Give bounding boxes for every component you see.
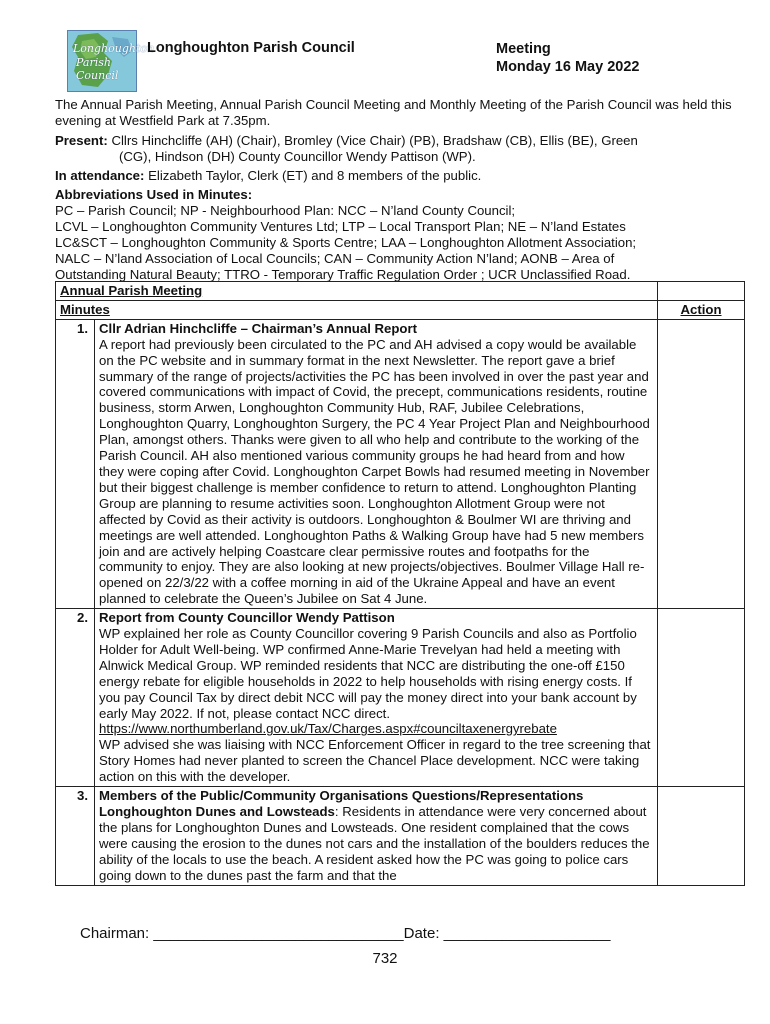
minutes-table — [55, 281, 745, 886]
attendance-label: In attendance — [55, 168, 141, 183]
present-line: Present: Cllrs Hinchcliffe (AH) (Chair), Bromley (Vice Chair) (PB), Bradshaw (CB), Ellis (BE), Green — [55, 133, 638, 148]
action-header-cell — [658, 300, 745, 319]
item-body — [99, 804, 653, 884]
action-label: Action — [680, 301, 722, 317]
item-number: 1. — [56, 319, 95, 608]
abbreviations-label: Abbreviations Used in Minutes — [55, 187, 248, 202]
abbreviations-heading: Abbreviations Used in Minutes: — [55, 187, 253, 202]
present-line-2: (CG), Hindson (DH) County Councillor Wendy Pattison (WP). — [119, 149, 476, 164]
meeting-label: Meeting — [496, 41, 551, 57]
section-title-row — [56, 282, 745, 301]
item-body-text: : Residents in attendance were very concerned about the plans for Longhoughton Dunes and Lowsteads. One resident complained that the cows were causing the erosion to the dunes not cars and the installation of the boulders reduces the ability of the locals to use the beach. A resident asked how the PC was going to police cars going down to the dunes past the farm and that the — [99, 804, 650, 883]
item-body: WP explained her role as County Councillor covering 9 Parish Councils and also as Portfolio Holder for Adult Well-being. WP confirmed Anne-Marie Trevelyan had held a meeting with Alnwick Medical Group. WP reminded residents that NCC are distributing the one-off £150 energy rebate for eligible households in 2022 to help households with rising energy costs. If you pay Council Tax by direct debit NCC will pay the money direct into your bank account by early May 2022. If not, please contact NCC direct. — [99, 626, 637, 721]
meeting-date: Monday 16 May 2022 — [496, 59, 640, 75]
section-title: Annual Parish Meeting — [60, 283, 203, 298]
intro-section — [55, 97, 745, 283]
item-title: Cllr Adrian Hinchcliffe – Chairman’s Annual Report — [99, 320, 418, 336]
item-content — [95, 319, 658, 608]
item-body-continued: WP advised she was liaising with NCC Enforcement Officer in regard to the tree screening that Story Homes had never planted to screen the Chancel Place development. NCC were taking action on this with the developer. — [99, 737, 651, 785]
table-row — [56, 609, 745, 787]
minutes-header-cell — [56, 300, 658, 319]
item-title: Members of the Public/Community Organisations Questions/Representations — [99, 788, 584, 804]
logo-text-line1: Longhoughton — [73, 42, 155, 55]
item-action — [658, 319, 745, 608]
item-content — [95, 609, 658, 787]
minutes-label: Minutes — [60, 301, 110, 317]
item-content — [95, 787, 658, 885]
logo-text-line3: Council — [76, 69, 119, 82]
abbreviation-line: Outstanding Natural Beauty; TTRO - Temporary Traffic Regulation Order ; UCR Unclassified Road. — [55, 267, 631, 282]
action-empty-cell — [658, 282, 745, 301]
abbreviation-line: NALC – N’land Association of Local Councils; CAN – Community Action N’land; AONB – Area of — [55, 251, 615, 266]
attendance-line: In attendance: Elizabeth Taylor, Clerk (ET) and 8 members of the public. — [55, 168, 482, 183]
opening-paragraph: The Annual Parish Meeting, Annual Parish Council Meeting and Monthly Meeting of the Parish Council was held this evening at Westfield Park at 7.35pm. — [55, 97, 732, 128]
energy-rebate-link[interactable]: https://www.northumberland.gov.uk/Tax/Charges.aspx#counciltaxenergyrebate — [99, 721, 557, 737]
parish-council-logo — [67, 30, 155, 92]
item-body: A report had previously been circulated to the PC and AH advised a copy would be available on the PC website and in summary format in the next Newsletter. The report gave a brief summary of the range of projects/activities the PC has been involved in over the past year and covered communications with impact of Covid, the precept, communications residents, routine business, storm Arwen, Longhoughton Community Hub, RAF, Jubilee Celebrations, Longhoughton Quarry, Longhoughton Surgery, the PC 4 Year Project Plan and Neighbourhood Plan, amongst others. Thanks were given to all who help and contribute to the working of the Parish Council. AH also mentioned various community groups he had heard from and how they were coping after Covid. Longhoughton Carpet Bowls had resumed meeting in November but their biggest challenge is member confidence to return to attend. Longhoughton Planting Group are planning to resume activities soon. Longhoughton Allotment Group were not affected by Covid as their activity is outdoors. Longhoughton & Boulmer WI are thriving and meetings are well attended. Longhoughton Paths & Walking Group have had 5 new members join and are actively helping Coastcare clear permissive routes and footpaths for the community to enjoy. They are also looking at new projects/objectives. Boulmer Village Hall re-opened on 22/3/22 with a coffee morning in aid of the Ukraine Appeal and have an event planned to celebrate the Queen’s Jubilee on Sat 4 June. — [99, 336, 650, 607]
logo-text-line2: Parish — [76, 56, 111, 69]
abbreviation-line: LC&SCT – Longhoughton Community & Sports Centre; LAA – Longhoughton Allotment Association; — [55, 235, 637, 250]
item-number: 2. — [56, 609, 95, 787]
abbreviation-line: PC – Parish Council; NP - Neighbourhood Plan: NCC – N’land County Council; — [55, 203, 516, 218]
item-action — [658, 787, 745, 885]
abbreviation-line: LCVL – Longhoughton Community Ventures Ltd; LTP – Local Transport Plan; NE – N’land Estates — [55, 219, 626, 234]
page-number: 732 — [372, 950, 398, 967]
attendance-text: Elizabeth Taylor, Clerk (ET) and 8 members of the public. — [148, 168, 482, 183]
table-row — [56, 787, 745, 885]
present-label: Present — [55, 133, 104, 148]
item-number: 3. — [56, 787, 95, 885]
meeting-header — [496, 40, 639, 76]
present-text: Cllrs Hinchcliffe (AH) (Chair), Bromley (Vice Chair) (PB), Bradshaw (CB), Ellis (BE), Green — [111, 133, 638, 148]
council-name: Longhoughton Parish Council — [147, 40, 355, 56]
section-title-cell — [56, 282, 658, 301]
chairman-signature-line: Chairman: ______________________________Date: ____________________ — [80, 925, 611, 942]
item-subtitle: Longhoughton Dunes and Lowsteads — [99, 804, 335, 819]
item-action — [658, 609, 745, 787]
table-row — [56, 319, 745, 608]
item-title: Report from County Councillor Wendy Pattison — [99, 610, 395, 626]
minutes-header-row — [56, 300, 745, 319]
